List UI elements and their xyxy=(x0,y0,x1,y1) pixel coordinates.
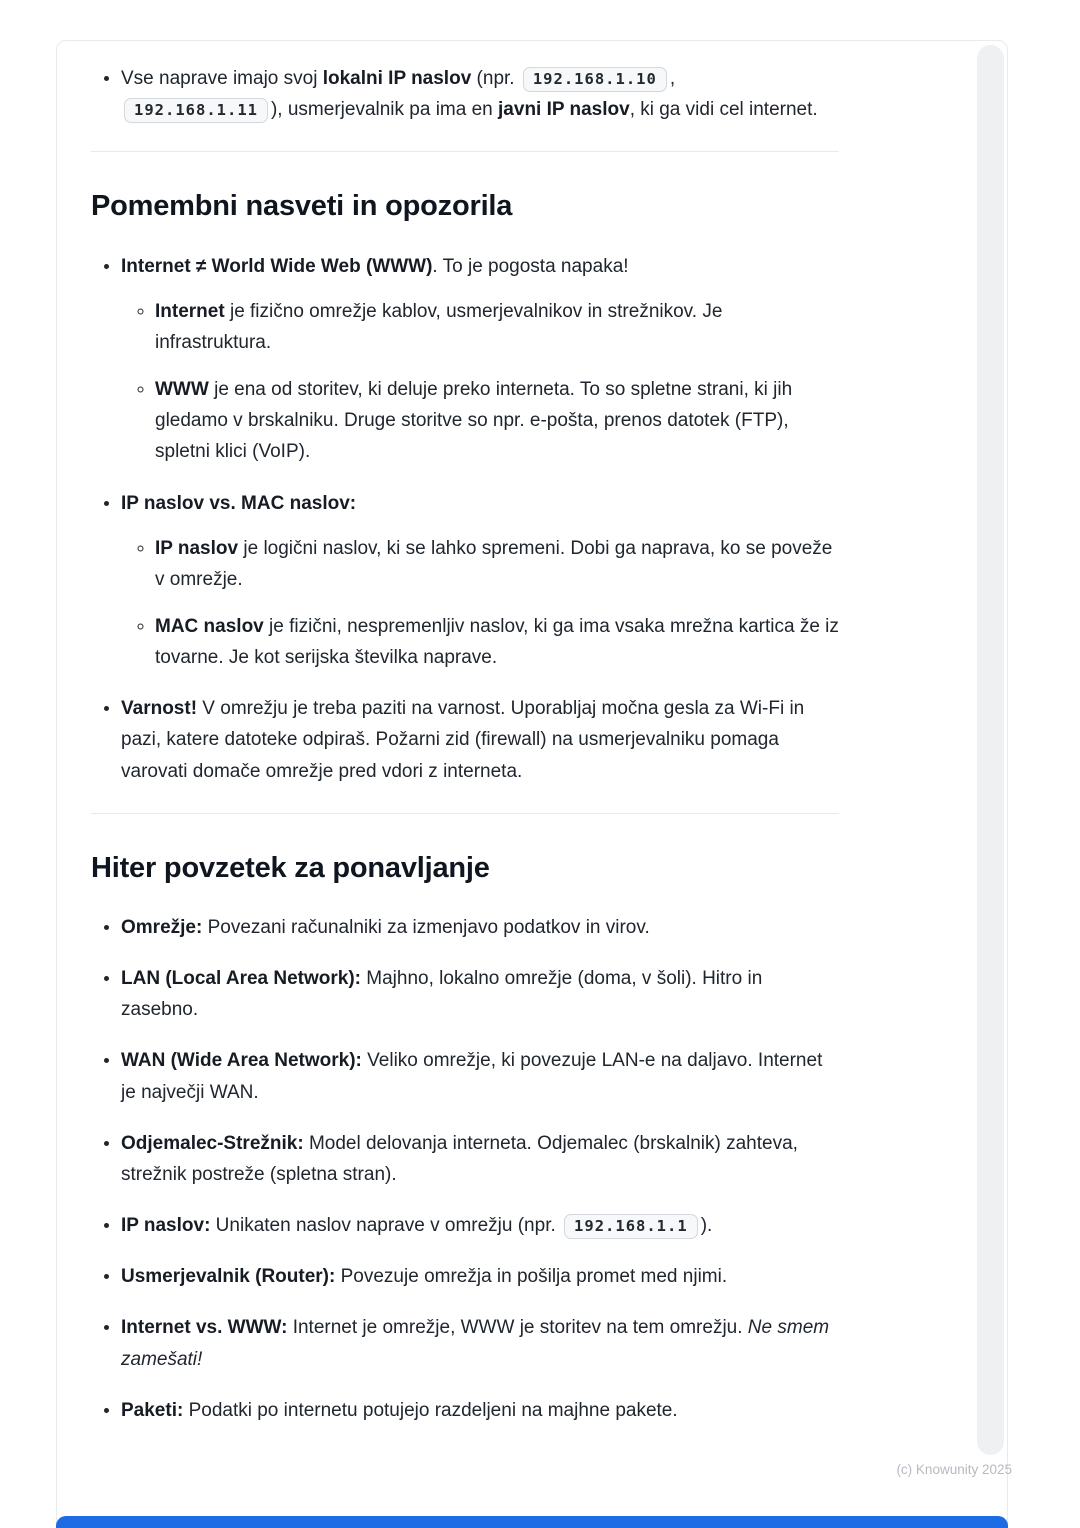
list-item-text xyxy=(155,538,832,590)
text-run: Majhno, lokalno omrežje (doma, v šoli). Hitro in zasebno. xyxy=(121,968,763,1021)
bold-text: lokalni IP naslov xyxy=(322,68,472,89)
bold-text: IP naslov xyxy=(155,537,239,559)
text-run: Vse naprave imajo svoj xyxy=(121,68,323,89)
bold-text: MAC naslov xyxy=(155,615,264,637)
list-item-text xyxy=(121,256,629,277)
text-run: je fizično omrežje kablov, usmerjevalnikov in strežnikov. Je infrastruktura. xyxy=(155,300,723,353)
inline-code: 192.168.1.1 xyxy=(564,1214,698,1239)
text-run: ), usmerjevalnik pa ima en xyxy=(270,99,499,121)
text-run: Povezani računalniki za izmenjavo podatkov in virov. xyxy=(202,917,650,938)
list-item xyxy=(121,693,839,786)
bold-text: WWW xyxy=(155,379,209,401)
list-item-text xyxy=(121,1215,712,1236)
list-item xyxy=(121,1312,839,1374)
list-item xyxy=(121,1045,839,1107)
list-item-text xyxy=(121,493,356,514)
text-run: (npr. xyxy=(471,68,520,89)
inline-code: 192.168.1.11 xyxy=(124,98,268,123)
list-item-text xyxy=(155,616,839,668)
list-item xyxy=(121,488,839,674)
list-item-text xyxy=(121,1133,798,1185)
bold-text: Odjemalec-Strežnik: xyxy=(121,1132,304,1154)
tips-list xyxy=(91,251,839,787)
italic-text: Ne smem zamešati! xyxy=(121,1317,830,1370)
section-title-summary: Hiter povzetek za ponavljanje xyxy=(91,851,490,884)
text-run: Podatki po internetu potujejo razdeljeni na majhne pakete. xyxy=(183,1399,678,1421)
bold-text: IP naslov vs. MAC naslov: xyxy=(121,492,357,514)
list-item-text xyxy=(121,1050,822,1102)
bold-text: Varnost! xyxy=(121,698,198,720)
text-run: Model delovanja interneta. Odjemalec (brskalnik) zahteva, strežnik postreže (spletna stran). xyxy=(121,1132,798,1185)
section-title-tips: Pomembni nasveti in opozorila xyxy=(91,190,513,223)
list-item-text xyxy=(121,917,650,938)
list-item xyxy=(121,1261,839,1292)
text-run: ). xyxy=(700,1215,713,1237)
section-divider xyxy=(91,813,839,814)
list-item-text xyxy=(121,68,818,120)
notes-card xyxy=(56,40,1008,1528)
list-item xyxy=(121,251,839,468)
text-run: je logični naslov, ki se lahko spremeni. Dobi ga naprava, ko se poveže v omrežje. xyxy=(155,537,833,590)
text-run: V omrežju je treba paziti na varnost. Uporabljaj močna gesla za Wi-Fi in pazi, katere datoteke odpiraš. Požarni zid (firewall) na usmerjevalniku pomaga varovati domače omrežje pred vdori z interneta. xyxy=(121,698,805,782)
notes-content xyxy=(57,41,839,1426)
bold-text: Internet xyxy=(155,300,225,322)
list-item-text xyxy=(155,301,722,353)
list-item-text xyxy=(121,1317,829,1369)
list-item xyxy=(121,1128,839,1190)
text-run: , xyxy=(669,68,676,89)
sub-list-item xyxy=(155,374,839,467)
list-item xyxy=(121,1395,839,1426)
text-run: , ki ga vidi cel internet. xyxy=(629,99,818,121)
intro-list xyxy=(91,63,839,125)
list-item-text xyxy=(155,379,792,462)
bold-text: Internet vs. WWW: xyxy=(121,1317,288,1339)
next-page-banner xyxy=(56,1516,1008,1528)
bold-text: LAN (Local Area Network): xyxy=(121,968,361,990)
list-item xyxy=(121,1210,839,1241)
bold-text: Usmerjevalnik (Router): xyxy=(121,1266,336,1288)
text-run: Povezuje omrežja in pošilja promet med njimi. xyxy=(335,1266,728,1288)
watermark-text: (c) Knowunity 2025 xyxy=(896,1462,1012,1477)
scrollbar[interactable] xyxy=(977,45,1004,1455)
sub-list xyxy=(121,533,839,674)
inline-code: 192.168.1.10 xyxy=(523,67,667,92)
list-item-text xyxy=(121,698,804,781)
text-run: Veliko omrežje, ki povezuje LAN-e na daljavo. Internet je največji WAN. xyxy=(121,1050,823,1103)
bold-text: Paketi: xyxy=(121,1399,184,1421)
list-item-text xyxy=(121,1400,678,1421)
text-run: je fizični, nespremenljiv naslov, ki ga ima vsaka mrežna kartica že iz tovarne. Je kot serijska številka naprave. xyxy=(155,615,839,669)
text-run: Unikaten naslov naprave v omrežju (npr. xyxy=(210,1215,562,1237)
list-item-text xyxy=(121,968,762,1020)
bold-text: WAN (Wide Area Network): xyxy=(121,1050,362,1072)
sub-list-item xyxy=(155,533,839,595)
sub-list xyxy=(121,296,839,468)
bold-text: javni IP naslov xyxy=(498,99,630,121)
bold-text: Omrežje: xyxy=(121,917,203,938)
text-run: je ena od storitev, ki deluje preko interneta. To so spletne strani, ki jih gledamo v brskalniku. Druge storitve so npr. e-pošta, prenos datotek (FTP), spletni klici (VoIP). xyxy=(155,379,793,463)
bold-text: IP naslov: xyxy=(121,1215,211,1237)
list-item xyxy=(121,963,839,1025)
summary-list xyxy=(91,912,839,1426)
sub-list-item xyxy=(155,611,839,673)
list-item-text xyxy=(121,1266,727,1287)
text-run: Internet je omrežje, WWW je storitev na tem omrežju. xyxy=(287,1317,748,1339)
section-divider xyxy=(91,151,839,152)
list-item xyxy=(121,912,839,943)
sub-list-item xyxy=(155,296,839,358)
list-item xyxy=(121,63,839,125)
bold-text: Internet ≠ World Wide Web (WWW) xyxy=(121,255,433,277)
text-run: . To je pogosta napaka! xyxy=(432,255,629,277)
